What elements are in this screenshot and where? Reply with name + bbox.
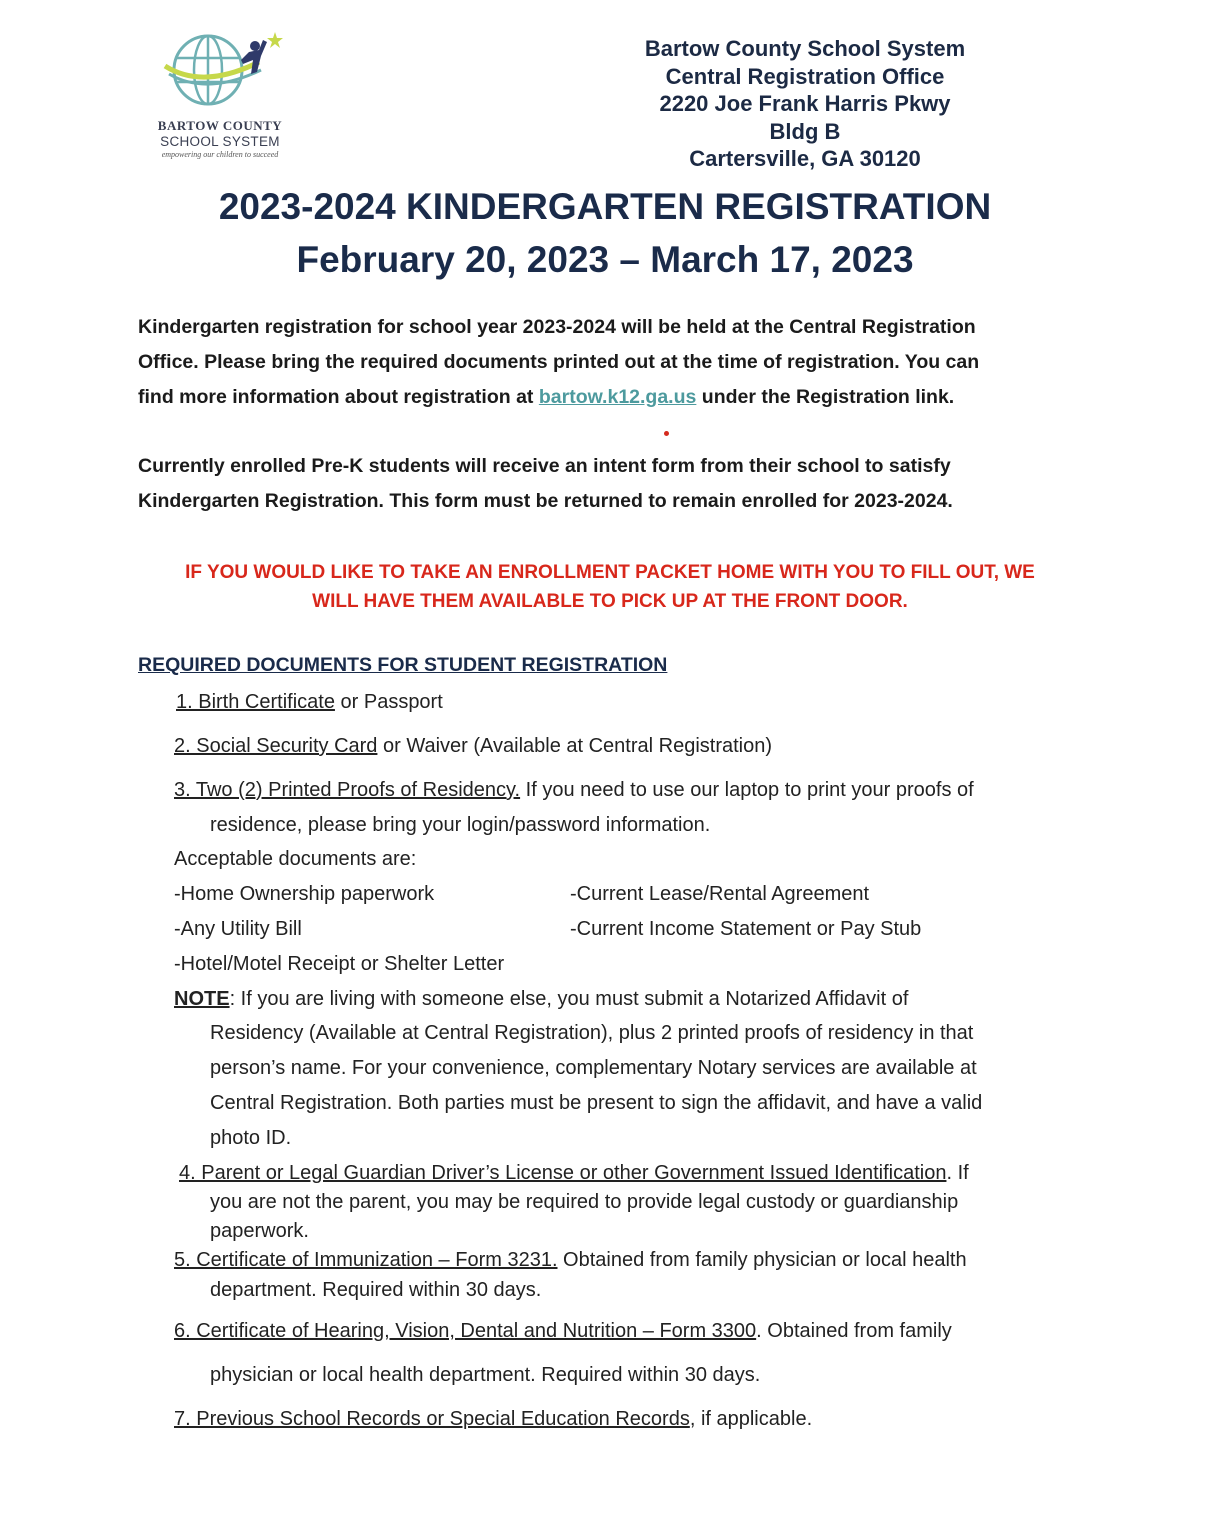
item3-title: 3. Two (2) Printed Proofs of Residency. — [174, 779, 521, 801]
item7-rest: , if applicable. — [689, 1408, 813, 1430]
acceptable-right-2: -Current Income Statement or Pay Stub — [570, 918, 922, 940]
registration-website-link[interactable]: bartow.k12.ga.us — [538, 386, 697, 408]
enrollment-packet-notice — [130, 558, 1090, 616]
warning-line2: WILL HAVE THEM AVAILABLE TO PICK UP AT THE FRONT DOOR. — [312, 591, 908, 612]
note-line2: Residency (Available at Central Registration), plus 2 printed proofs of residency in that — [210, 1022, 974, 1044]
note-line3: person’s name. For your convenience, complementary Notary services are available at — [210, 1057, 977, 1079]
address-line4: Bldg B — [769, 118, 841, 144]
prek-line1: Currently enrolled Pre-K students will receive an intent form from their school to satisfy — [138, 455, 951, 477]
prek-line2: Kindergarten Registration. This form must be returned to remain enrolled for 2023-2024. — [138, 490, 953, 512]
title-dates: February 20, 2023 – March 17, 2023 — [296, 239, 914, 280]
item5-title: 5. Certificate of Immunization – Form 3231. — [174, 1249, 558, 1271]
list-item — [174, 1402, 812, 1437]
item3-rest: If you need to use our laptop to print your proofs of — [520, 779, 974, 801]
intro-line2: Office. Please bring the required documents printed out at the time of registration. You can — [138, 351, 980, 373]
item2-rest: or Waiver (Available at Central Registration) — [377, 735, 773, 757]
acceptable-left-2: -Any Utility Bill — [174, 918, 302, 940]
note-line1 — [174, 982, 908, 1017]
intro-paragraph — [138, 310, 1088, 415]
item6-continuation: physician or local health department. Required within 30 days. — [210, 1364, 761, 1386]
item6-rest: . Obtained from family — [756, 1320, 952, 1342]
list-item — [174, 729, 772, 764]
item1-rest: or Passport — [334, 691, 443, 713]
acceptable-left-1: -Home Ownership paperwork — [174, 883, 435, 905]
list-item — [174, 773, 974, 808]
item1-title: 1. Birth Certificate — [176, 691, 335, 713]
address-line2: Central Registration Office — [665, 63, 945, 89]
address-line1: Bartow County School System — [644, 36, 966, 61]
item5-continuation: department. Required within 30 days. — [210, 1279, 542, 1301]
logo-name-line1: BARTOW COUNTY — [157, 118, 283, 133]
required-documents-heading: REQUIRED DOCUMENTS FOR STUDENT REGISTRATION — [138, 654, 668, 676]
acceptable-left-3: -Hotel/Motel Receipt or Shelter Letter — [174, 953, 505, 975]
list-item — [176, 685, 443, 720]
note-label: NOTE — [174, 988, 230, 1010]
title-line1: 2023-2024 KINDERGARTEN REGISTRATION — [218, 186, 992, 227]
note-line5: photo ID. — [210, 1127, 292, 1149]
intro-line3-after: under the Registration link. — [696, 386, 955, 408]
intro-line3 — [138, 380, 1088, 415]
item6-title: 6. Certificate of Hearing, Vision, Dental and Nutrition – Form 3300 — [174, 1320, 757, 1342]
acceptable-right-1: -Current Lease/Rental Agreement — [570, 883, 870, 905]
red-dot — [664, 431, 669, 436]
page-title — [0, 180, 1210, 286]
item3-continuation: residence, please bring your login/password information. — [210, 814, 711, 836]
item2-title: 2. Social Security Card — [174, 735, 378, 757]
warning-line1: IF YOU WOULD LIKE TO TAKE AN ENROLLMENT PACKET HOME WITH YOU TO FILL OUT, WE — [185, 562, 1035, 583]
globe-star-person-icon — [163, 28, 283, 118]
item7-title: 7. Previous School Records or Special Education Records — [174, 1408, 690, 1430]
address-line5: Cartersville, GA 30120 — [689, 146, 921, 171]
office-address — [560, 35, 1050, 173]
item4-rest: . If — [946, 1162, 969, 1184]
school-logo — [145, 28, 295, 168]
intro-line1: Kindergarten registration for school year 2023-2024 will be held at the Central Registration — [138, 316, 976, 338]
intro-line3-before: find more information about registration at — [138, 386, 539, 408]
prek-paragraph — [138, 449, 1088, 519]
logo-tagline: empowering our children to succeed — [161, 150, 279, 159]
item4-continuation2: paperwork. — [210, 1220, 309, 1242]
note-text1: : If you are living with someone else, you must submit a Notarized Affidavit of — [229, 988, 909, 1010]
item4-continuation1: you are not the parent, you may be required to provide legal custody or guardianship — [210, 1191, 959, 1213]
note-line4: Central Registration. Both parties must be present to sign the affidavit, and have a valid — [210, 1092, 983, 1114]
list-item — [174, 1314, 952, 1349]
logo-name-line2: SCHOOL SYSTEM — [160, 134, 280, 149]
address-line3: 2220 Joe Frank Harris Pkwy — [659, 91, 951, 116]
item5-rest: Obtained from family physician or local health — [557, 1249, 967, 1271]
acceptable-label: Acceptable documents are: — [174, 848, 417, 870]
item4-title: 4. Parent or Legal Guardian Driver’s License or other Government Issued Identification — [179, 1162, 947, 1184]
